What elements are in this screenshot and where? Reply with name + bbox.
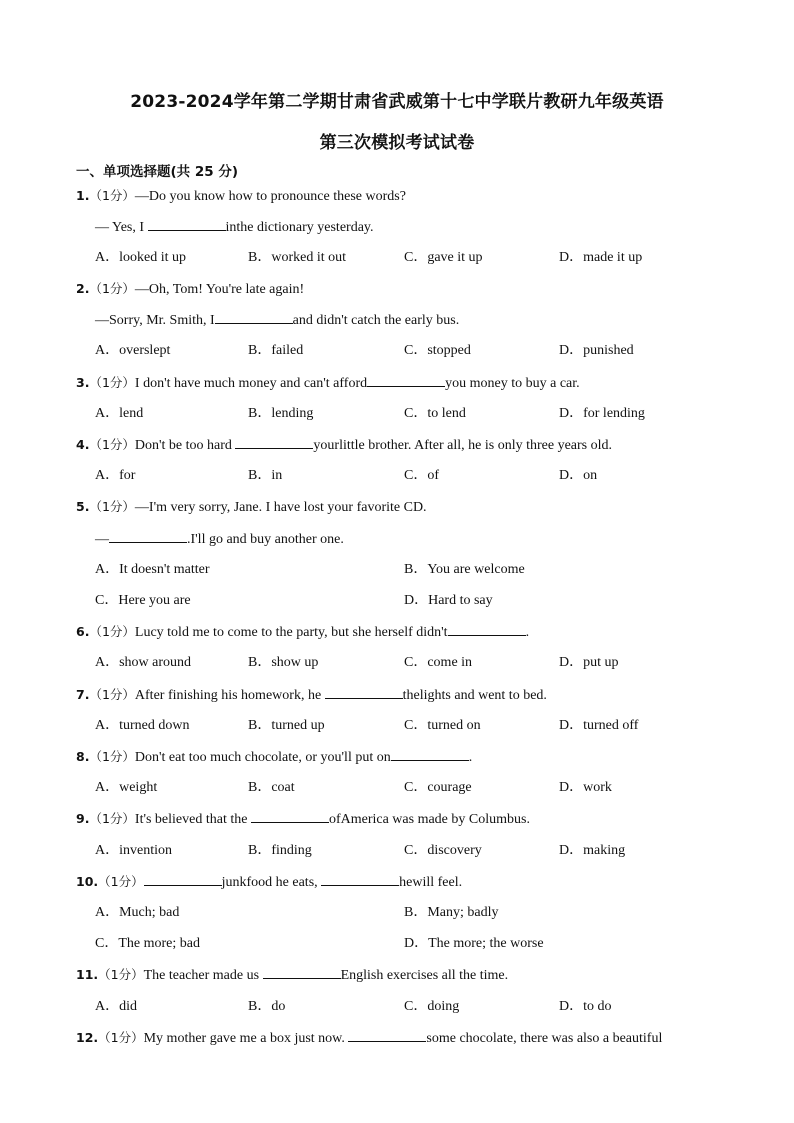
answer-blank <box>348 1029 426 1042</box>
question-stem-tail: yourlittle brother. After all, he is only three years old. <box>313 438 613 453</box>
option-b: B．lending <box>248 406 314 421</box>
option-c: C．stopped <box>404 343 471 358</box>
question-stem-tail: . <box>525 625 530 640</box>
option-a: A．did <box>95 999 137 1014</box>
option-c: C．discovery <box>404 843 482 858</box>
question-number: 10. <box>76 874 99 889</box>
reply-text: —Sorry, Mr. Smith, I <box>95 313 215 328</box>
question-6 <box>76 623 529 642</box>
section-heading: 一、单项选择题(共 25 分) <box>76 164 239 180</box>
reply-text: .I'll go and buy another one. <box>187 532 344 547</box>
option-b: B．Many; badly <box>404 905 499 920</box>
exam-title-line1: 2023-2024学年第二学期甘肃省武威第十七中学联片教研九年级英语 <box>130 92 664 112</box>
option-d: D．turned off <box>559 718 639 733</box>
option-b: B．finding <box>248 843 312 858</box>
option-b: B．in <box>248 468 283 483</box>
question-9 <box>76 810 530 829</box>
option-a: A．show around <box>95 655 192 670</box>
question-stem-tail: some chocolate, there was also a beautiful <box>426 1031 663 1046</box>
question-score: （1分） <box>89 188 135 203</box>
question-number: 9. <box>76 811 90 826</box>
option-b: B．show up <box>248 655 319 670</box>
question-8 <box>76 748 472 767</box>
question-stem: junkfood he eats, <box>221 875 322 890</box>
option-a: A．Much; bad <box>95 905 180 920</box>
answer-blank <box>144 873 222 886</box>
question-number: 7. <box>76 687 90 702</box>
question-score: （1分） <box>98 874 144 889</box>
question-number: 6. <box>76 624 90 639</box>
option-d: D．punished <box>559 343 634 358</box>
option-d: D．to do <box>559 999 612 1014</box>
answer-blank <box>235 436 313 449</box>
question-score: （1分） <box>89 499 135 514</box>
question-stem: —I'm very sorry, Jane. I have lost your favorite CD. <box>134 500 427 515</box>
question-stem-tail: English exercises all the time. <box>340 968 509 983</box>
answer-blank <box>321 873 399 886</box>
answer-blank <box>148 218 226 231</box>
answer-blank <box>263 966 341 979</box>
option-c: C．to lend <box>404 406 466 421</box>
question-stem: —Oh, Tom! You're late again! <box>134 282 305 297</box>
option-a: A．looked it up <box>95 250 186 265</box>
option-c: C．gave it up <box>404 250 483 265</box>
question-2 <box>76 280 304 299</box>
question-score: （1分） <box>89 281 135 296</box>
option-d: D．work <box>559 780 612 795</box>
option-c: C．The more; bad <box>95 936 200 951</box>
question-4 <box>76 436 612 455</box>
question-number: 11. <box>76 967 99 982</box>
question-stem: —Do you know how to pronounce these words? <box>134 189 406 204</box>
option-b: B．failed <box>248 343 304 358</box>
answer-blank <box>251 810 329 823</box>
question-7 <box>76 686 547 705</box>
option-c: C．Here you are <box>95 593 191 608</box>
option-d: D．making <box>559 843 626 858</box>
question-stem-tail: thelights and went to bed. <box>402 688 547 703</box>
question-stem: After finishing his homework, he <box>134 688 325 703</box>
option-a: A．overslept <box>95 343 171 358</box>
question-number: 5. <box>76 499 90 514</box>
answer-blank <box>448 623 526 636</box>
option-a: A．for <box>95 468 136 483</box>
answer-blank <box>215 311 293 324</box>
question-12 <box>76 1029 662 1048</box>
question-stem-tail: ofAmerica was made by Columbus. <box>328 812 530 827</box>
question-number: 3. <box>76 375 90 390</box>
question-stem: Don't be too hard <box>134 438 236 453</box>
question-score: （1分） <box>89 624 135 639</box>
question-score: （1分） <box>98 967 144 982</box>
question-2-reply <box>95 311 459 330</box>
option-a: A．lend <box>95 406 144 421</box>
question-score: （1分） <box>89 811 135 826</box>
option-c: C．turned on <box>404 718 481 733</box>
question-number: 1. <box>76 188 90 203</box>
question-5-reply <box>95 530 344 549</box>
question-stem: Don't eat too much chocolate, or you'll put on <box>134 750 391 765</box>
question-stem: The teacher made us <box>143 968 263 983</box>
question-stem: Lucy told me to come to the party, but she herself didn't <box>134 625 448 640</box>
question-1 <box>76 187 406 206</box>
answer-blank <box>109 530 187 543</box>
option-c: C．of <box>404 468 439 483</box>
question-number: 2. <box>76 281 90 296</box>
reply-text: — <box>95 532 109 547</box>
question-number: 8. <box>76 749 90 764</box>
question-stem-tail: hewill feel. <box>399 875 463 890</box>
question-number: 12. <box>76 1030 99 1045</box>
question-1-reply <box>95 218 374 237</box>
question-score: （1分） <box>98 1030 144 1045</box>
option-d: D．Hard to say <box>404 593 493 608</box>
option-a: A．weight <box>95 780 158 795</box>
option-d: D．The more; the worse <box>404 936 544 951</box>
answer-blank <box>325 686 403 699</box>
question-number: 4. <box>76 437 90 452</box>
option-b: B．turned up <box>248 718 325 733</box>
option-d: D．made it up <box>559 250 643 265</box>
reply-text: inthe dictionary yesterday. <box>225 220 374 235</box>
question-stem: My mother gave me a box just now. <box>143 1031 349 1046</box>
option-b: B．worked it out <box>248 250 346 265</box>
question-score: （1分） <box>89 749 135 764</box>
reply-text: — Yes, I <box>95 220 148 235</box>
option-d: D．for lending <box>559 406 645 421</box>
answer-blank <box>367 374 445 387</box>
option-c: C．come in <box>404 655 473 670</box>
option-a: A．turned down <box>95 718 190 733</box>
option-d: D．on <box>559 468 598 483</box>
question-stem-tail: you money to buy a car. <box>445 376 580 391</box>
question-score: （1分） <box>89 687 135 702</box>
option-b: B．coat <box>248 780 295 795</box>
option-a: A．invention <box>95 843 172 858</box>
reply-text: and didn't catch the early bus. <box>292 313 460 328</box>
option-b: B．do <box>248 999 286 1014</box>
question-stem: It's believed that the <box>134 812 251 827</box>
question-score: （1分） <box>89 437 135 452</box>
question-stem: I don't have much money and can't afford <box>134 376 368 391</box>
question-3 <box>76 374 580 393</box>
option-a: A．It doesn't matter <box>95 562 210 577</box>
question-10 <box>76 873 462 892</box>
exam-title-line2: 第三次模拟考试试卷 <box>319 133 475 153</box>
answer-blank <box>391 748 469 761</box>
option-c: C．courage <box>404 780 472 795</box>
option-b: B．You are welcome <box>404 562 525 577</box>
option-d: D．put up <box>559 655 619 670</box>
question-score: （1分） <box>89 375 135 390</box>
question-stem-tail: . <box>468 750 473 765</box>
question-11 <box>76 966 508 985</box>
option-c: C．doing <box>404 999 460 1014</box>
question-5 <box>76 498 427 517</box>
